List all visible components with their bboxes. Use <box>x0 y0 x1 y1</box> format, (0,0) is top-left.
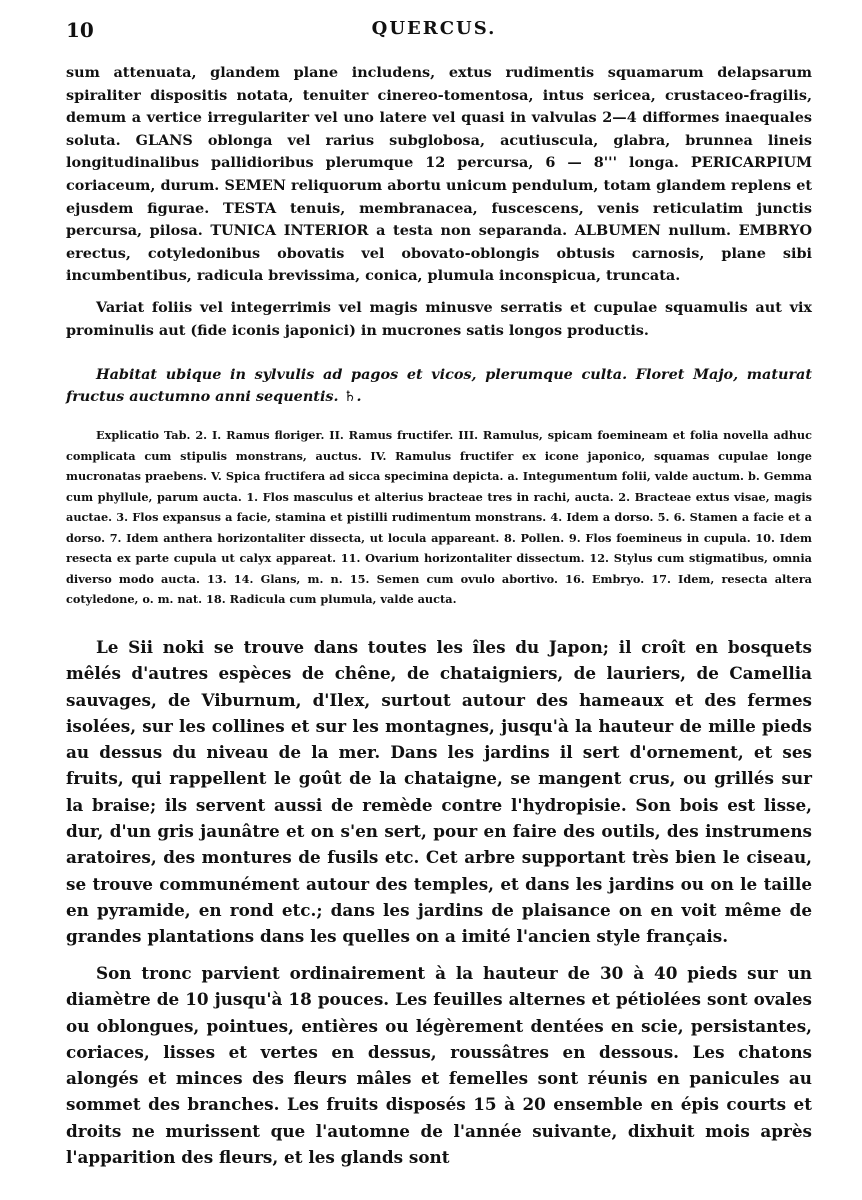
latin-description-paragraph: sum attenuata, glandem plane includens, extus rudimentis squamarum delapsarum spiraliter dispositis notata, tenuiter cinereo-tomentosa, intus sericea, crustaceo-fragilis, demum a vertice irregulariter vel uno latere vel quasi in valvulas 2—4 difformes inaequales soluta. GLANS oblonga vel rarius subglobosa, acutiuscula, glabra, brunnea lineis longitudinalibus pallidioribus plerumque 12 percursa, 6 — 8''' longa. PERICARPIUM coriaceum, durum. SEMEN reliquorum abortu unicum pendulum, totam glandem replens et ejusdem figurae. TESTA tenuis, membranacea, fuscescens, venis reticulatim junctis percursa, pilosa. TUNICA INTERIOR a testa non separanda. ALBUMEN nullum. EMBRYO erectus, cotyledonibus obovatis vel obovato-oblongis obtusis carnosis, plane sibi incumbentibus, radicula brevissima, conica, plumula inconspicua, truncata. <box>66 64 812 285</box>
french-text-paragraph-2: Son tronc parvient ordinairement à la hauteur de 30 à 40 pieds sur un diamètre de 10 jusqu'à 18 pouces. Les feuilles alternes et pétiolées sont ovales ou oblongues, pointues, entières ou légèrement dentées en scie, persistantes, coriaces, lisses et vertes en dessus, roussâtres en dessous. Les chatons alongés et minces des fleurs mâles et femelles sont réunis en panicules au sommet des branches. Les fruits disposés 15 à 20 ensemble en épis courts et droits ne murissent que l'automne de l'année suivante, dixhuit mois après l'apparition des fleurs, et les glands sont <box>66 963 812 1168</box>
page-number: 10 <box>66 18 94 42</box>
french-text-paragraph-1: Le Sii noki se trouve dans toutes les îles du Japon; il croît en bosquets mêlés d'autres espèces de chêne, de chataigniers, de lauriers, de Camellia sauvages, de Viburnum, d'Ilex, surtout autour des hameaux et des fermes isolées, sur les collines et sur les montagnes, jusqu'à la hauteur de mille pieds au dessus du niveau de la mer. Dans les jardins il sert d'ornement, et ses fruits, qui rappellent le goût de la chataigne, se mangent crus, ou grillés sur la braise; ils servent aussi de remède contre l'hydropisie. Son bois est lisse, dur, d'un gris jaunâtre et on s'en sert, pour en faire des outils, des instrumens aratoires, des montures de fusils etc. Cet arbre supportant très bien le ciseau, se trouve communément autour des temples, et dans les jardins ou on le taille en pyramide, en rond etc.; dans les jardins de plaisance on en voit même de grandes plantations dans les quelles on a imité l'ancien style français. <box>66 637 812 947</box>
variat-paragraph: Variat foliis vel integerrimis vel magis minusve serratis et cupulae squamulis aut vix prominulis aut (fide iconis japonici) in mucrones satis longos productis. <box>66 299 812 339</box>
plate-explanation-paragraph: Explicatio Tab. 2. I. Ramus floriger. II. Ramus fructifer. III. Ramulus, spicam foemineam et folia novella adhuc complicata cum stipulis monstrans, auctus. IV. Ramulus fructifer ex icone japonico, squamas cupulae longe mucronatas praebens. V. Spica fructifera ad sicca specimina depicta. a. Integumentum folii, valde auctum. b. Gemma cum phyllule, parum aucta. 1. Flos masculus et alterius bracteae tres in rachi, aucta. 2. Bracteae extus visae, magis auctae. 3. Flos expansus a facie, stamina et pistilli rudimentum monstrans. 4. Idem a dorso. 5. 6. Stamen a facie et a dorso. 7. Idem anthera horizontaliter dissecta, ut locula appareant. 8. Pollen. 9. Flos foemineus in cupula. 10. Idem resecta ex parte cupula ut calyx appareat. 11. Ovarium horizontaliter dissectum. 12. Stylus cum stigmatibus, omnia diverso modo aucta. 13. 14. Glans, m. n. 15. Semen cum ovulo abortivo. 16. Embryo. 17. Idem, resecta altera cotyledone, o. m. nat. 18. Radicula cum plumula, valde aucta. <box>66 428 812 606</box>
habitat-paragraph: Habitat ubique in sylvulis ad pagos et vicos, plerumque culta. Floret Majo, maturat fructus auctumno anni sequentis. ♄. <box>66 366 812 405</box>
running-title: QUERCUS. <box>371 18 497 39</box>
page-header <box>66 18 802 48</box>
